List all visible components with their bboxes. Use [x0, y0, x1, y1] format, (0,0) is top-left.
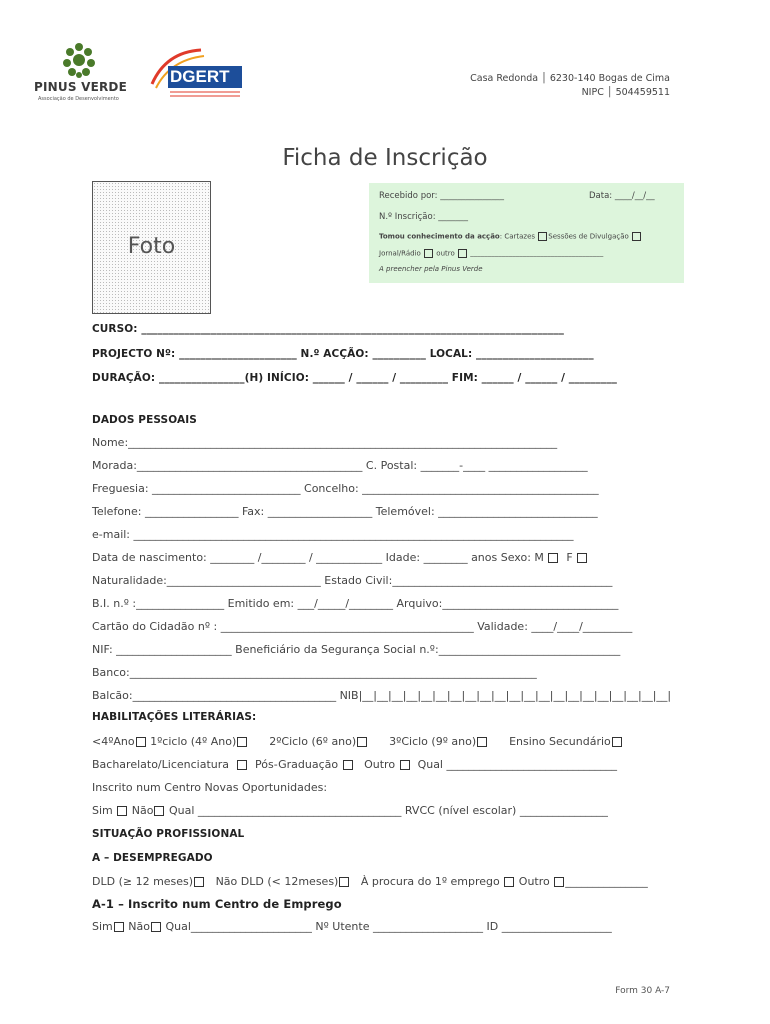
nif-field[interactable]: NIF: _____________________ Beneficiário da Segurança Social n.º:_________________________________: [92, 643, 621, 656]
pinus-verde-logo: [34, 38, 124, 104]
opt-2ciclo-label: 2ºCiclo (6º ano): [269, 735, 357, 748]
cno-sim-label: Sim: [92, 804, 113, 817]
section-desempregado: A – DESEMPREGADO: [92, 852, 213, 864]
opt-posgrad-label: Pós-Graduação: [255, 758, 339, 771]
habilitacoes-row-2: [92, 758, 617, 771]
tomou-opts: : Cartazes: [499, 232, 536, 241]
opt-1ciclo-checkbox[interactable]: [237, 737, 247, 747]
outro-line[interactable]: _______________: [565, 875, 648, 888]
n-inscricao-field: N.º Inscrição: _______: [379, 212, 469, 222]
opt-secundario-checkbox[interactable]: [612, 737, 622, 747]
opt-secundario-label: Ensino Secundário: [509, 735, 611, 748]
nao-dld-label: Não DLD (< 12meses): [215, 875, 339, 888]
cartazes-checkbox[interactable]: [538, 232, 547, 241]
data-field: Data: ____/__/__: [589, 191, 655, 201]
opt-1ciclo-label: 1ºciclo (4º Ano): [150, 735, 237, 748]
sessoes-label: Sessões de Divulgação: [548, 232, 629, 241]
freguesia-field[interactable]: Freguesia: ___________________________ Concelho: ___________________________________________: [92, 482, 599, 495]
jornal-label: Jornal/Rádio: [379, 249, 421, 258]
opt-bacharelato-checkbox[interactable]: [237, 760, 247, 770]
office-note: A preencher pela Pinus Verde: [379, 265, 483, 273]
balcao-field[interactable]: Balcão:_____________________________________ NIB|__|__|__|__|__|__|__|__|__|__|__|__|__|__|__|__|__|__|__|__|__|: [92, 689, 672, 702]
outro-label: Outro: [518, 875, 550, 888]
cno-qual-field[interactable]: Qual _____________________________________ RVCC (nível escolar) ________________: [168, 804, 608, 817]
dld-label: DLD (≥ 12 meses): [92, 875, 194, 888]
curso-field[interactable]: CURSO: _______________________________________________________________________________: [92, 323, 565, 335]
outro-checkbox[interactable]: [554, 877, 564, 887]
opt-3ciclo-checkbox[interactable]: [477, 737, 487, 747]
cc-field[interactable]: Cartão do Cidadão nº : ______________________________________________ Validade: ____/____/_________: [92, 620, 633, 633]
section-centro-emprego: A-1 – Inscrito num Centro de Emprego: [92, 897, 342, 911]
procura-label: À procura do 1º emprego: [360, 875, 500, 888]
bi-field[interactable]: B.I. n.º :________________ Emitido em: ___/_____/________ Arquivo:________________________________: [92, 597, 619, 610]
tomou-conhecimento: [379, 232, 642, 241]
section-habilitacoes: HABILITAÇÕES LITERÁRIAS:: [92, 711, 257, 723]
org-name: PINUS VERDE: [34, 80, 127, 94]
sexo-f-label: F: [566, 551, 573, 564]
ce-nao-checkbox[interactable]: [151, 922, 161, 932]
office-use-box: [369, 183, 684, 283]
naturalidade-field[interactable]: Naturalidade:____________________________ Estado Civil:________________________________________: [92, 574, 613, 587]
nascimento-row: [92, 551, 588, 564]
jornal-row: [379, 249, 603, 258]
jornal-checkbox[interactable]: [424, 249, 433, 258]
cno-label: Inscrito num Centro Novas Oportunidades:: [92, 781, 328, 794]
centro-emprego-row: [92, 920, 612, 933]
opt-bacharelato-label: Bacharelato/Licenciatura: [92, 758, 230, 771]
sexo-f-checkbox[interactable]: [577, 553, 587, 563]
opt-posgrad-checkbox[interactable]: [343, 760, 353, 770]
cno-sim-checkbox[interactable]: [117, 806, 127, 816]
cno-nao-checkbox[interactable]: [154, 806, 164, 816]
habilitacoes-row-1: [92, 735, 623, 748]
page-title: Ficha de Inscrição: [282, 145, 488, 171]
address-line: Casa Redonda │ 6230-140 Bogas de Cima: [470, 73, 670, 84]
opt-3ciclo-label: 3ºCiclo (9º ano): [389, 735, 477, 748]
cno-nao-label: Não: [131, 804, 154, 817]
nipc-line: NIPC │ 504459511: [581, 87, 670, 98]
ce-nao-label: Não: [128, 920, 150, 933]
ce-qual-field[interactable]: Qual______________________ Nº Utente ____________________ ID ____________________: [165, 920, 612, 933]
outro-checkbox[interactable]: [458, 249, 467, 258]
outro-line: ______________________________________: [470, 249, 604, 258]
opt-outro-checkbox[interactable]: [400, 760, 410, 770]
dld-checkbox[interactable]: [194, 877, 204, 887]
section-dados-pessoais: DADOS PESSOAIS: [92, 414, 197, 426]
sessoes-checkbox[interactable]: [632, 232, 641, 241]
photo-box: [92, 181, 211, 314]
dgert-text: DGERT: [170, 67, 230, 86]
ce-sim-label: Sim: [92, 920, 113, 933]
outro-label: outro: [436, 249, 455, 258]
nome-field[interactable]: Nome:______________________________________________________________________________: [92, 436, 558, 449]
nascimento-field[interactable]: Data de nascimento: ________ /________ / ____________ Idade: ________ anos Sexo: M: [92, 551, 544, 564]
photo-label: Foto: [127, 234, 176, 259]
sexo-m-checkbox[interactable]: [548, 553, 558, 563]
desempregado-row: [92, 875, 648, 888]
section-situacao-profissional: SITUAÇÃO PROFISSIONAL: [92, 828, 245, 840]
opt-outro-label: Outro: [364, 758, 396, 771]
opt-2ciclo-checkbox[interactable]: [357, 737, 367, 747]
ce-sim-checkbox[interactable]: [114, 922, 124, 932]
telefone-field[interactable]: Telefone: _________________ Fax: ___________________ Telemóvel: _____________________________: [92, 505, 598, 518]
qual-field[interactable]: Qual _______________________________: [417, 758, 617, 771]
opt-4ano-checkbox[interactable]: [136, 737, 146, 747]
projecto-row[interactable]: PROJECTO Nº: ______________________ N.º ACÇÃO: __________ LOCAL: ______________________: [92, 348, 594, 360]
tomou-label: Tomou conhecimento da acção: [379, 232, 500, 241]
form-code: Form 30 A-7: [615, 986, 670, 996]
procura-checkbox[interactable]: [504, 877, 514, 887]
cno-row: [92, 804, 608, 817]
nao-dld-checkbox[interactable]: [339, 877, 349, 887]
opt-4ano-label: <4ºAno: [92, 735, 135, 748]
banco-field[interactable]: Banco:__________________________________________________________________________: [92, 666, 537, 679]
org-subtitle: Associação de Desenvolvimento: [38, 96, 119, 102]
duracao-row[interactable]: DURAÇÃO: ________________(H) INÍCIO: ______ / ______ / _________ FIM: ______ / ______ / _________: [92, 372, 617, 384]
recebido-field: Recebido por: _______________: [379, 191, 504, 201]
email-field[interactable]: e-mail: ________________________________________________________________________________: [92, 528, 574, 541]
header-address: [470, 72, 670, 100]
morada-field[interactable]: Morada:_________________________________________ C. Postal: _______-____ __________________: [92, 459, 588, 472]
